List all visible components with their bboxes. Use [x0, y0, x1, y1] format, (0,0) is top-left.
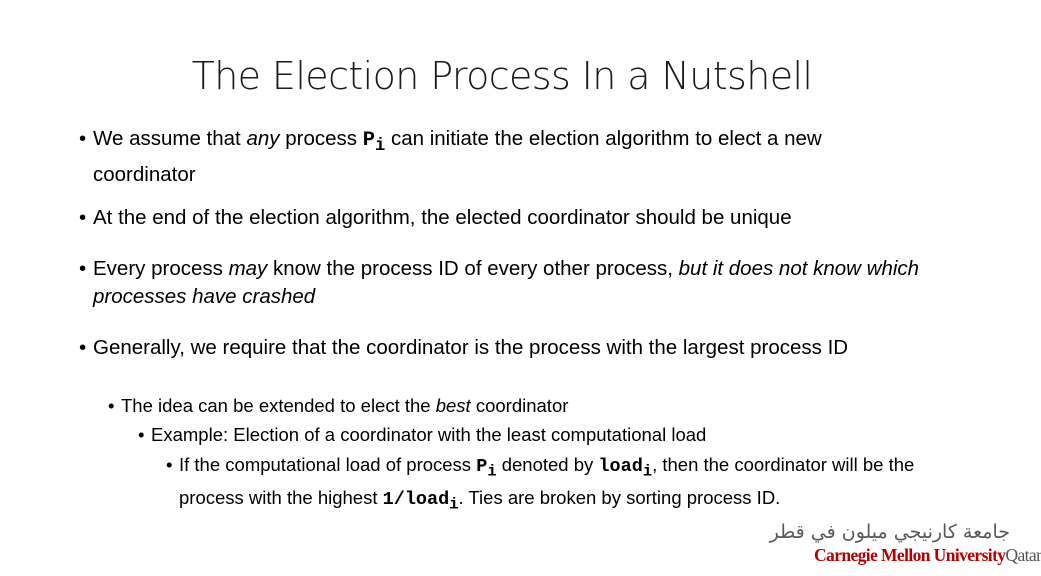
load-symbol: load	[598, 456, 643, 477]
process-subscript: i	[375, 137, 386, 157]
process-symbol: P	[476, 456, 488, 477]
bullet-unique-coordinator	[79, 204, 933, 232]
bullet-text: know the process ID of every other process,	[267, 257, 679, 280]
bullet-text: At the end of the election algorithm, the elected coordinator should be unique	[93, 206, 792, 229]
bullet-marker: •	[138, 424, 145, 445]
bullet-marker: •	[166, 454, 173, 475]
bullet-text: Every process	[93, 257, 229, 280]
bullet-text: Generally, we require that the coordinator is the process with the largest process ID	[93, 336, 849, 359]
cmu-qatar-logo	[769, 521, 1041, 567]
bullet-emphasis: any	[246, 127, 280, 150]
subbullet-computational-load	[166, 452, 939, 517]
bullet-text: . Ties are broken by sorting process ID.	[458, 486, 781, 508]
bullet-marker: •	[79, 336, 87, 359]
process-symbol: P	[362, 129, 375, 152]
bullet-marker: •	[108, 395, 115, 416]
inverse-load-subscript: i	[449, 495, 459, 514]
bullet-marker: •	[79, 206, 87, 229]
bullet-text: , then the coordinator will be the process with the highest	[179, 454, 915, 508]
logo-english-text	[814, 545, 1041, 566]
subbullet-best-coordinator	[108, 394, 901, 418]
load-subscript: i	[642, 462, 653, 481]
inverse-load-symbol: 1/load	[382, 488, 450, 510]
bullet-marker: •	[79, 257, 87, 280]
bullet-emphasis: may	[228, 257, 268, 280]
bullet-any-process-initiates	[79, 125, 923, 189]
bullet-text: Example: Election of a coordinator with the least computational load	[151, 424, 707, 445]
bullet-text: coordinator	[470, 395, 569, 416]
logo-arabic-text: جامعة كارنيجي ميلون في قطر	[769, 521, 1010, 543]
bullet-text: We assume that	[93, 127, 247, 150]
bullet-largest-id	[79, 334, 923, 362]
process-subscript: i	[487, 462, 497, 481]
bullet-text: If the computational load of process	[179, 454, 477, 475]
bullet-process-ids	[79, 255, 923, 311]
bullet-text: The idea can be extended to elect the	[121, 395, 436, 416]
bullet-text: process	[279, 127, 363, 150]
bullet-emphasis: best	[435, 395, 471, 416]
bullet-emphasis: but it does not know which processes have crashed	[93, 257, 920, 308]
bullet-text: can initiate the election algorithm to elect a new coordinator	[93, 127, 822, 187]
bullet-marker: •	[79, 127, 87, 150]
subbullet-example	[138, 423, 911, 447]
bullet-text: denoted by	[496, 454, 599, 475]
logo-institution: Carnegie Mellon University	[814, 545, 1006, 565]
slide-title: The Election Process In a Nutshell	[191, 54, 813, 98]
logo-location: Qatar	[1005, 545, 1041, 565]
